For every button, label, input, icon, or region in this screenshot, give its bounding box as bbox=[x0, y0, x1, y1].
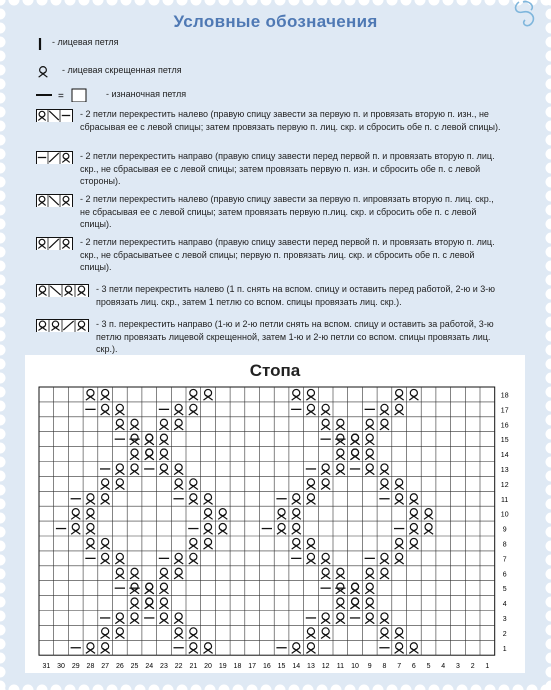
paperclip-icon bbox=[509, 0, 543, 30]
legend-text: - 2 петли перекрестить налево (правую спицу завести за первую п. и провязать вторую п. изн., не сбрасывая ее с левой спицы; затем провязать первую п. лиц. скр. и сбросить обе п. с левой спицы). bbox=[80, 109, 501, 132]
column-label: 1 bbox=[485, 663, 490, 671]
legend-text: - изнаночная петля bbox=[106, 89, 187, 99]
row-label: 11 bbox=[501, 496, 509, 504]
column-label: 7 bbox=[397, 663, 402, 671]
row-label: 10 bbox=[500, 511, 509, 519]
legend-text: - 2 петли перекрестить направо (правую спицу завести перед первой п. и провязать вторую п. лиц. скр., не сбрасыватьее с левой спицы; первую п. провязать лиц. скр. и сбросить обе п. с левой спицы). bbox=[80, 237, 495, 272]
column-label: 17 bbox=[248, 663, 257, 671]
column-label: 21 bbox=[189, 663, 198, 671]
legend-text: - лицевая петля bbox=[52, 37, 119, 47]
column-label: 20 bbox=[204, 663, 212, 671]
column-label: 5 bbox=[426, 663, 431, 671]
twisted-knit-stitch-symbol bbox=[36, 64, 56, 78]
column-label: 19 bbox=[218, 663, 227, 671]
cross-left-3-symbol bbox=[36, 283, 92, 297]
column-label: 22 bbox=[174, 663, 183, 671]
stitch-chart bbox=[25, 355, 525, 673]
column-label: 26 bbox=[115, 663, 124, 671]
row-label: 16 bbox=[500, 422, 509, 430]
column-label: 27 bbox=[101, 663, 110, 671]
column-label: 9 bbox=[367, 663, 372, 671]
column-label: 14 bbox=[292, 663, 301, 671]
purl-stitch-symbol bbox=[36, 88, 96, 102]
column-label: 24 bbox=[145, 663, 154, 671]
cross-left-2-symbol bbox=[36, 108, 76, 122]
column-label: 15 bbox=[277, 663, 286, 671]
row-label: 5 bbox=[502, 586, 507, 594]
cross-right-2-symbol bbox=[36, 150, 76, 164]
row-label: 9 bbox=[502, 526, 507, 534]
column-label: 28 bbox=[86, 663, 95, 671]
row-label: 8 bbox=[502, 541, 507, 549]
legend-text: - лицевая скрещенная петля bbox=[62, 65, 182, 75]
row-label: 4 bbox=[502, 601, 507, 609]
row-label: 1 bbox=[502, 645, 507, 653]
legend-text: - 2 петли перекрестить налево (правую спицу завести за первую п. ипровязать вторую п. лиц. скр., не сбрасывая ее с левой спицы; затем провязать первую п.лиц. скр. и сбросить обе п. с левой спицы). bbox=[80, 194, 494, 229]
column-label: 29 bbox=[71, 663, 80, 671]
column-label: 13 bbox=[307, 663, 315, 671]
cross-right-3-symbol bbox=[36, 318, 92, 332]
column-label: 30 bbox=[57, 663, 65, 671]
legend-text: - 3 петли перекрестить налево (1 п. снять на вспом. спицу и оставить перед работой, 2-ю и 3-ю провязать лиц. скр., затем 1 петлю со вспом. спицы провязать лиц. скр.). bbox=[96, 284, 496, 307]
column-label: 11 bbox=[336, 663, 344, 671]
row-label: 14 bbox=[500, 452, 509, 460]
chart-title: Стопа bbox=[249, 361, 301, 380]
legend-title: Условные обозначения bbox=[173, 12, 378, 31]
legend-text: - 2 петли перекрестить направо (правую спицу завести перед первой п. и провязать вторую п. лиц. скр., не сбрасывая ее с левой спицы; затем провязать первую п. изн. и сбросить обе п. с левой стороны). bbox=[80, 151, 495, 186]
row-label: 17 bbox=[500, 407, 509, 415]
column-label: 3 bbox=[455, 663, 460, 671]
column-label: 10 bbox=[351, 663, 359, 671]
column-label: 12 bbox=[321, 663, 330, 671]
row-label: 2 bbox=[502, 630, 507, 638]
column-label: 8 bbox=[382, 663, 387, 671]
equals-sign: = bbox=[58, 91, 64, 102]
column-label: 2 bbox=[470, 663, 475, 671]
knit-stitch-symbol bbox=[36, 36, 46, 50]
column-label: 16 bbox=[262, 663, 271, 671]
column-label: 25 bbox=[130, 663, 139, 671]
chart-panel bbox=[25, 355, 525, 673]
row-label: 7 bbox=[502, 556, 507, 564]
cross-right-2-twisted-symbol bbox=[36, 236, 76, 250]
row-label: 6 bbox=[502, 571, 507, 579]
row-label: 12 bbox=[500, 481, 509, 489]
row-label: 15 bbox=[500, 437, 509, 445]
row-label: 18 bbox=[500, 392, 509, 400]
cross-left-2-twisted-symbol bbox=[36, 193, 76, 207]
column-label: 18 bbox=[233, 663, 242, 671]
column-label: 23 bbox=[160, 663, 168, 671]
row-label: 3 bbox=[502, 615, 507, 623]
legend-text: - 3 п. перекрестить направо (1-ю и 2-ю петли снять на вспом. спицу и оставить за работой, 3-ю петлю провязать лицевой скрещенной, затем 1-ю и 2-ю петли со вспом. спицы провязать лиц. скр.). bbox=[96, 319, 494, 354]
column-label: 31 bbox=[42, 663, 51, 671]
row-label: 13 bbox=[500, 466, 509, 474]
column-label: 6 bbox=[411, 663, 416, 671]
column-label: 4 bbox=[441, 663, 446, 671]
